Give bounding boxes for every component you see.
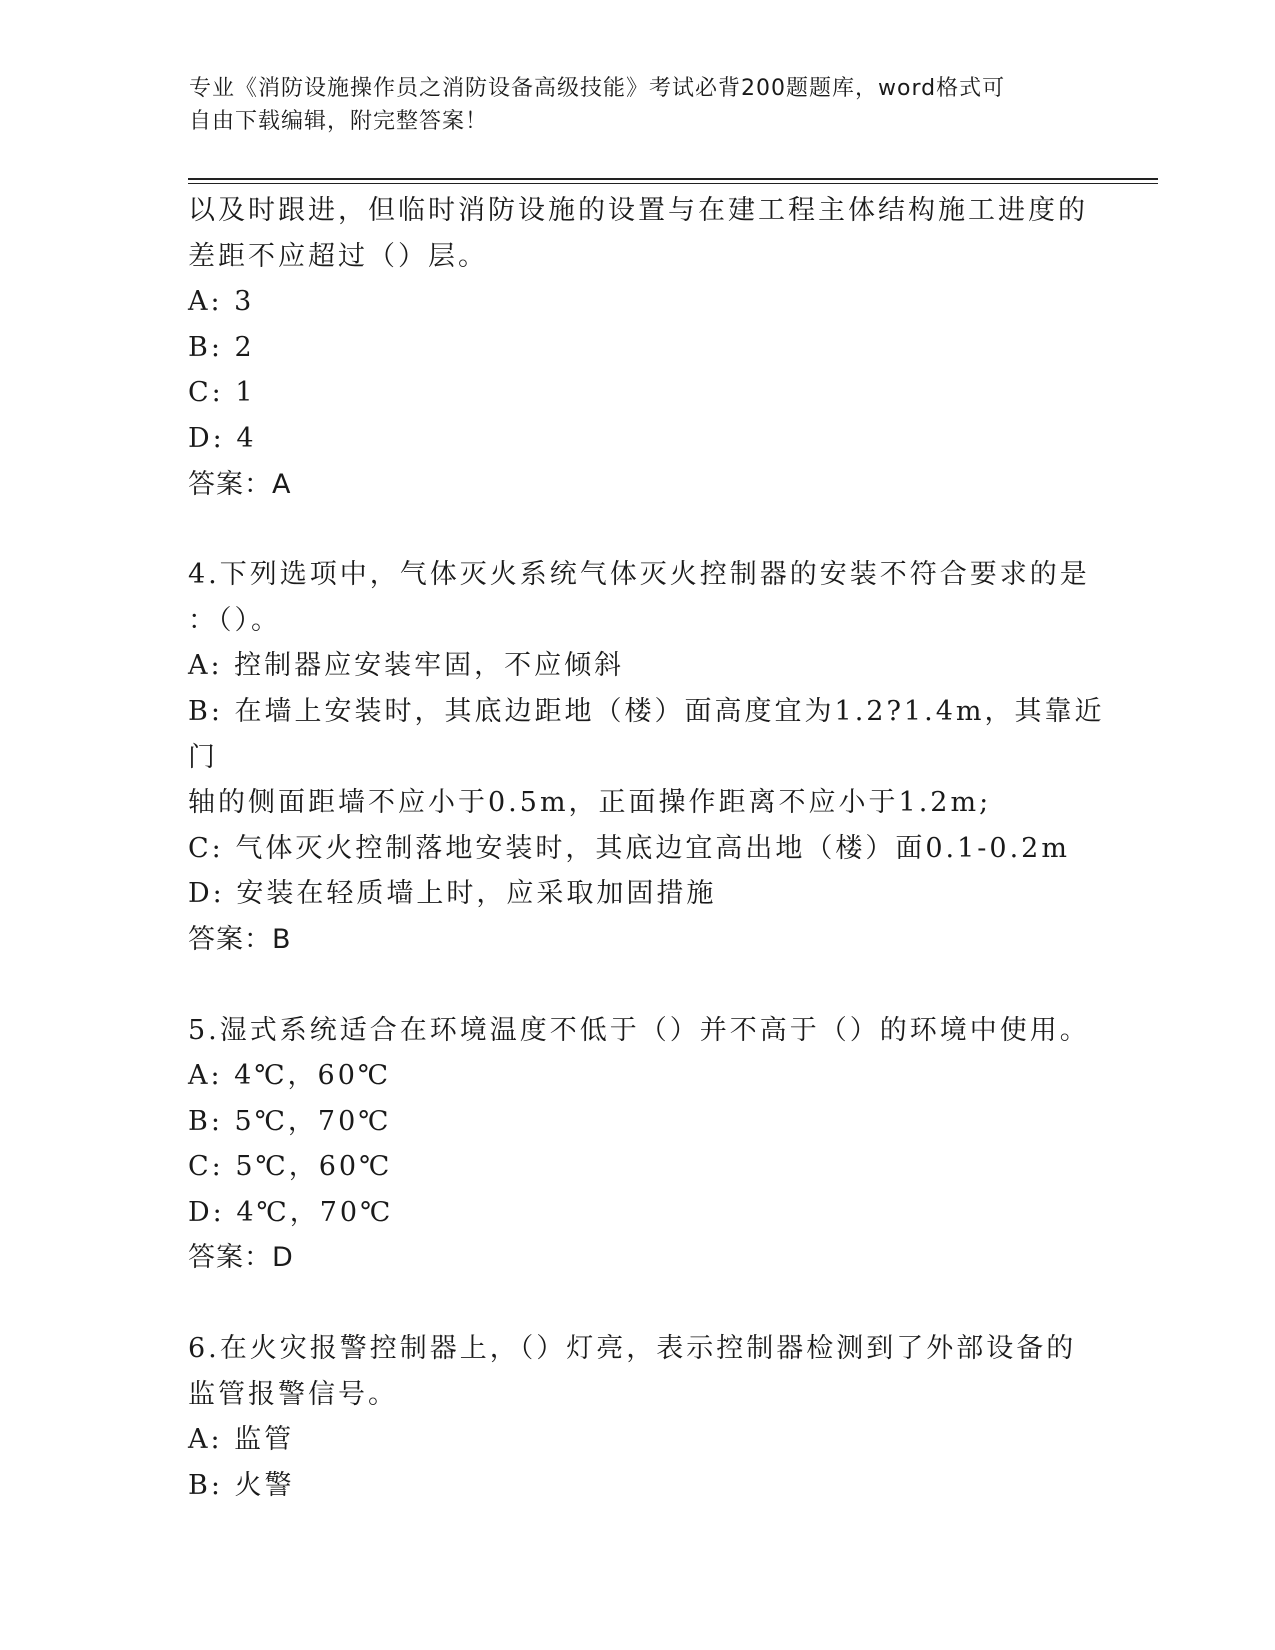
answer-line: 答案：A bbox=[188, 468, 292, 500]
answer-line: 答案：B bbox=[188, 923, 292, 955]
option-b: B: 在墙上安装时，其底边距地（楼）面高度宜为1.2?1.4m，其靠近门 bbox=[188, 695, 1105, 773]
spacer bbox=[188, 1281, 1108, 1326]
question-text: 6.在火灾报警控制器上，（）灯亮，表示控制器检测到了外部设备的 bbox=[188, 1333, 1077, 1365]
option-a: A: 4℃，60℃ bbox=[188, 1060, 392, 1092]
option-c: C: 1 bbox=[188, 377, 256, 409]
option-c: C: 5℃，60℃ bbox=[188, 1151, 393, 1183]
option-c: C: 气体灭火控制落地安装时，其底边宜高出地（楼）面0.1-0.2m bbox=[188, 832, 1070, 864]
question-3 bbox=[188, 188, 1108, 507]
option-b: B: 火警 bbox=[188, 1469, 295, 1501]
spacer bbox=[188, 507, 1108, 552]
option-d: D: 4 bbox=[188, 422, 257, 454]
question-6 bbox=[188, 1326, 1108, 1508]
header-divider-thin bbox=[188, 183, 1158, 184]
question-text: 监管报警信号。 bbox=[188, 1378, 398, 1410]
option-a: A: 3 bbox=[188, 286, 255, 318]
option-b: B: 5℃，70℃ bbox=[188, 1105, 392, 1137]
option-a: A: 控制器应安装牢固，不应倾斜 bbox=[188, 650, 625, 682]
question-text: 5.湿式系统适合在环境温度不低于（）并不高于（）的环境中使用。 bbox=[188, 1014, 1090, 1046]
option-b: B: 2 bbox=[188, 331, 255, 363]
answer-line: 答案：D bbox=[188, 1242, 294, 1274]
option-d: D: 安装在轻质墙上时，应采取加固措施 bbox=[188, 878, 717, 910]
header-title-line-2: 自由下载编辑，附完整答案！ bbox=[189, 109, 489, 134]
question-4 bbox=[188, 552, 1108, 962]
spacer bbox=[188, 963, 1108, 1008]
option-a: A: 监管 bbox=[188, 1424, 295, 1456]
header-divider-thick bbox=[188, 178, 1158, 180]
question-text: 差距不应超过（）层。 bbox=[188, 240, 488, 272]
header-title-line-1: 专业《消防设施操作员之消防设备高级技能》考试必背200题题库，word格式可 bbox=[189, 76, 1006, 101]
question-text: 以及时跟进，但临时消防设施的设置与在建工程主体结构施工进度的 bbox=[188, 195, 1088, 226]
question-text: 4.下列选项中，气体灭火系统气体灭火控制器的安装不符合要求的是 bbox=[188, 559, 1090, 591]
question-5 bbox=[188, 1008, 1108, 1282]
document-header bbox=[189, 72, 1069, 138]
option-b-continued: 轴的侧面距墙不应小于0.5m，正面操作距离不应小于1.2m; bbox=[188, 787, 992, 819]
question-text: ：（）。 bbox=[188, 604, 281, 636]
option-d: D: 4℃，70℃ bbox=[188, 1196, 394, 1228]
question-list bbox=[188, 188, 1108, 1508]
